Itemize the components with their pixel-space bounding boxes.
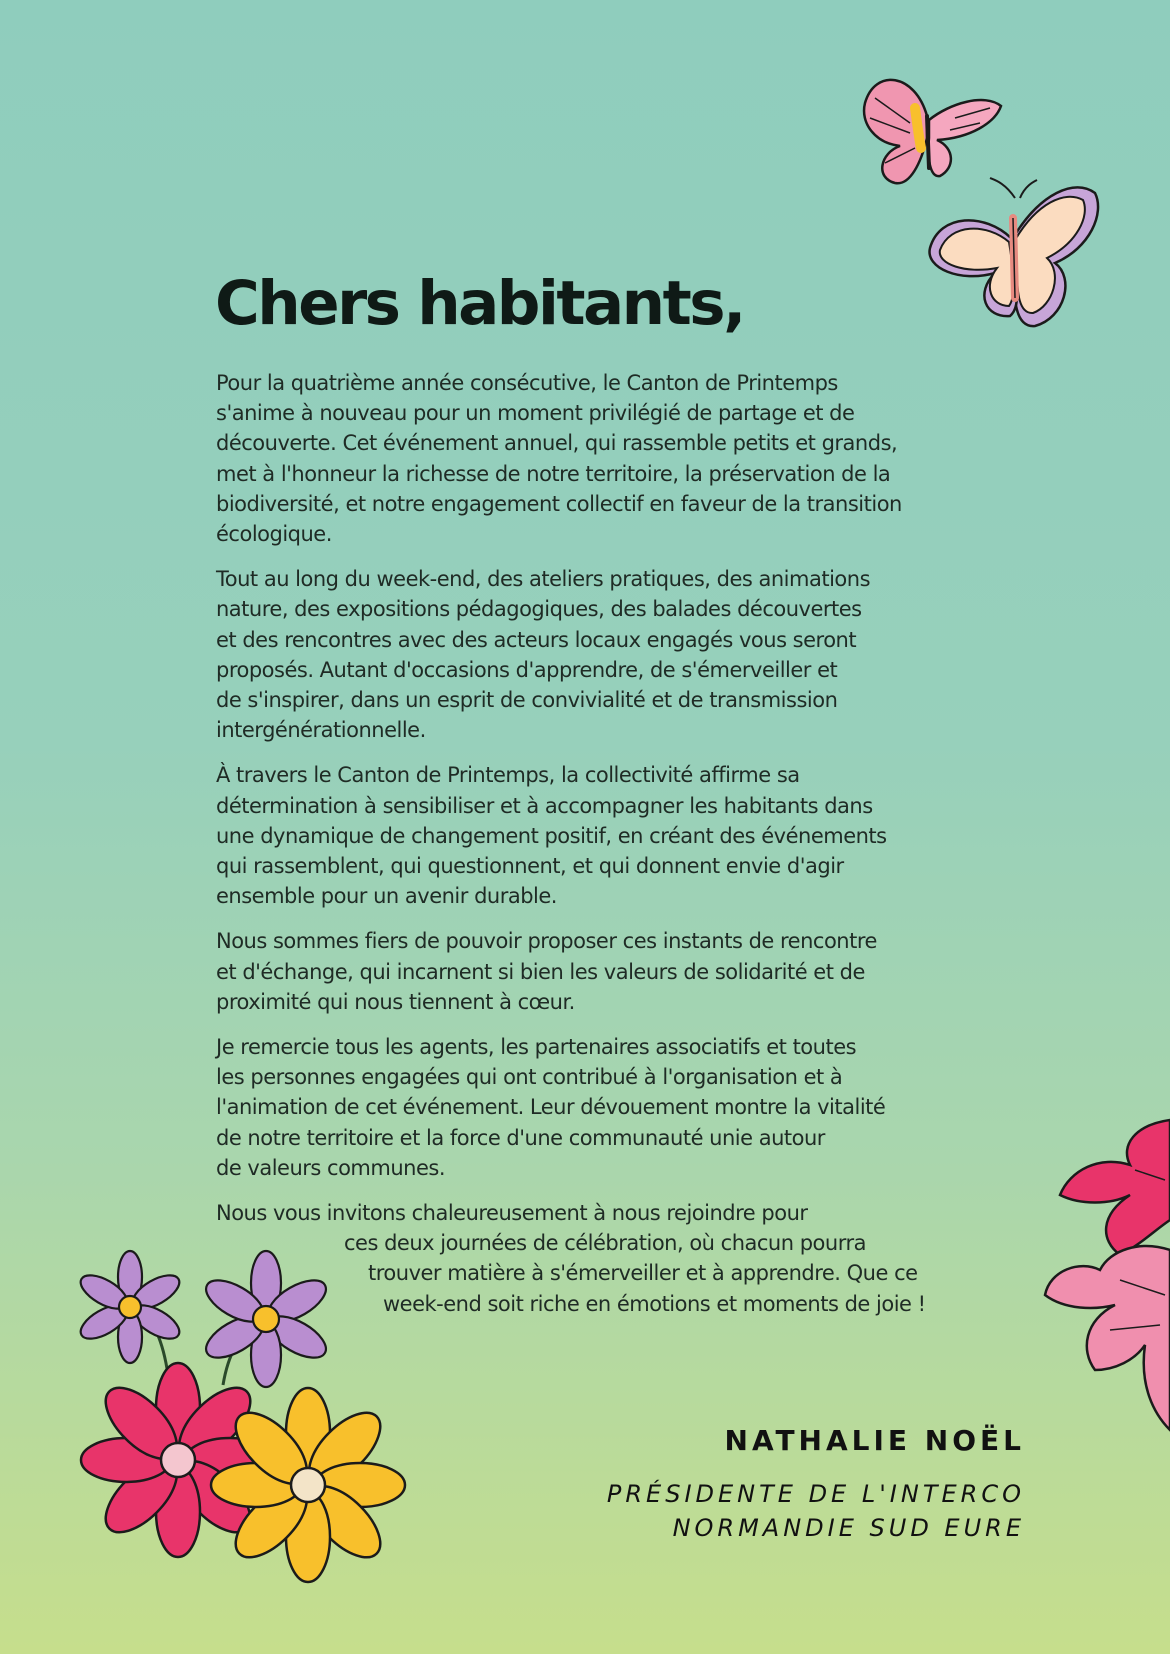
text-line: met à l'honneur la richesse de notre territoire, la préservation de la — [216, 461, 891, 486]
text-line: de valeurs communes. — [216, 1155, 445, 1180]
text-line: week-end soit riche en émotions et moments de joie ! — [383, 1291, 926, 1316]
text-line: découverte. Cet événement annuel, qui rassemble petits et grands, — [216, 431, 898, 456]
text-line: ces deux journées de célébration, où chacun pourra — [344, 1231, 866, 1256]
text-line: trouver matière à s'émerveiller et à apprendre. Que ce — [368, 1261, 918, 1286]
flower-cluster-right-icon — [1040, 1120, 1170, 1510]
signature-role-line2: NORMANDIE SUD EURE — [672, 1514, 1025, 1542]
text-line: écologique. — [216, 522, 332, 547]
text-line: l'animation de cet événement. Leur dévouement montre la vitalité — [216, 1095, 886, 1120]
text-line: Pour la quatrième année consécutive, le Canton de Printemps — [216, 371, 838, 395]
text-line: Tout au long du week-end, des ateliers pratiques, des animations — [216, 567, 871, 592]
text-line: détermination à sensibiliser et à accompagner les habitants dans — [216, 793, 873, 818]
text-line: À travers le Canton de Printemps, la collectivité affirme sa — [216, 763, 800, 788]
page-title: Chers habitants, — [215, 268, 744, 339]
text-line: biodiversité, et notre engagement collectif en faveur de la transition — [216, 491, 902, 516]
text-line: et des rencontres avec des acteurs locaux engagés vous seront — [216, 627, 857, 652]
text-line: ensemble pour un avenir durable. — [216, 884, 557, 909]
text-line: Nous sommes fiers de pouvoir proposer ces instants de rencontre — [216, 929, 877, 954]
text-line: qui rassemblent, qui questionnent, et qui donnent envie d'agir — [216, 854, 844, 879]
flower-cluster-left-icon — [68, 1245, 418, 1590]
text-line: les personnes engagées qui ont contribué à l'organisation et à — [216, 1065, 843, 1090]
paragraph — [216, 564, 1016, 745]
text-line: de notre territoire et la force d'une communauté unie autour — [216, 1125, 825, 1150]
paragraph — [216, 926, 1016, 1017]
text-line: une dynamique de changement positif, en créant des événements — [216, 823, 887, 848]
signature — [607, 1424, 1025, 1545]
text-line: nature, des expositions pédagogiques, des balades découvertes — [216, 597, 862, 622]
text-line: proposés. Autant d'occasions d'apprendre, de s'émerveiller et — [216, 657, 838, 682]
text-line: s'anime à nouveau pour un moment privilégié de partage et de — [216, 401, 855, 426]
signature-name: NATHALIE NOËL — [724, 1424, 1025, 1457]
paragraph — [216, 1032, 1016, 1183]
butterfly-pink-icon — [855, 68, 1005, 193]
text-line: Je remercie tous les agents, les partenaires associatifs et toutes — [216, 1035, 857, 1060]
butterfly-cream-icon — [925, 178, 1105, 338]
paragraph — [216, 760, 1016, 911]
text-line: Nous vous invitons chaleureusement à nous rejoindre pour — [216, 1201, 808, 1226]
text-line: et d'échange, qui incarnent si bien les valeurs de solidarité et de — [216, 959, 865, 984]
paragraph — [216, 368, 1016, 549]
text-line: intergénérationnelle. — [216, 718, 426, 743]
signature-role-line1: PRÉSIDENTE DE L'INTERCO — [606, 1480, 1025, 1508]
text-line: de s'inspirer, dans un esprit de convivialité et de transmission — [216, 688, 838, 713]
letter-body — [216, 368, 1016, 1334]
text-line: proximité qui nous tiennent à cœur. — [216, 989, 575, 1014]
